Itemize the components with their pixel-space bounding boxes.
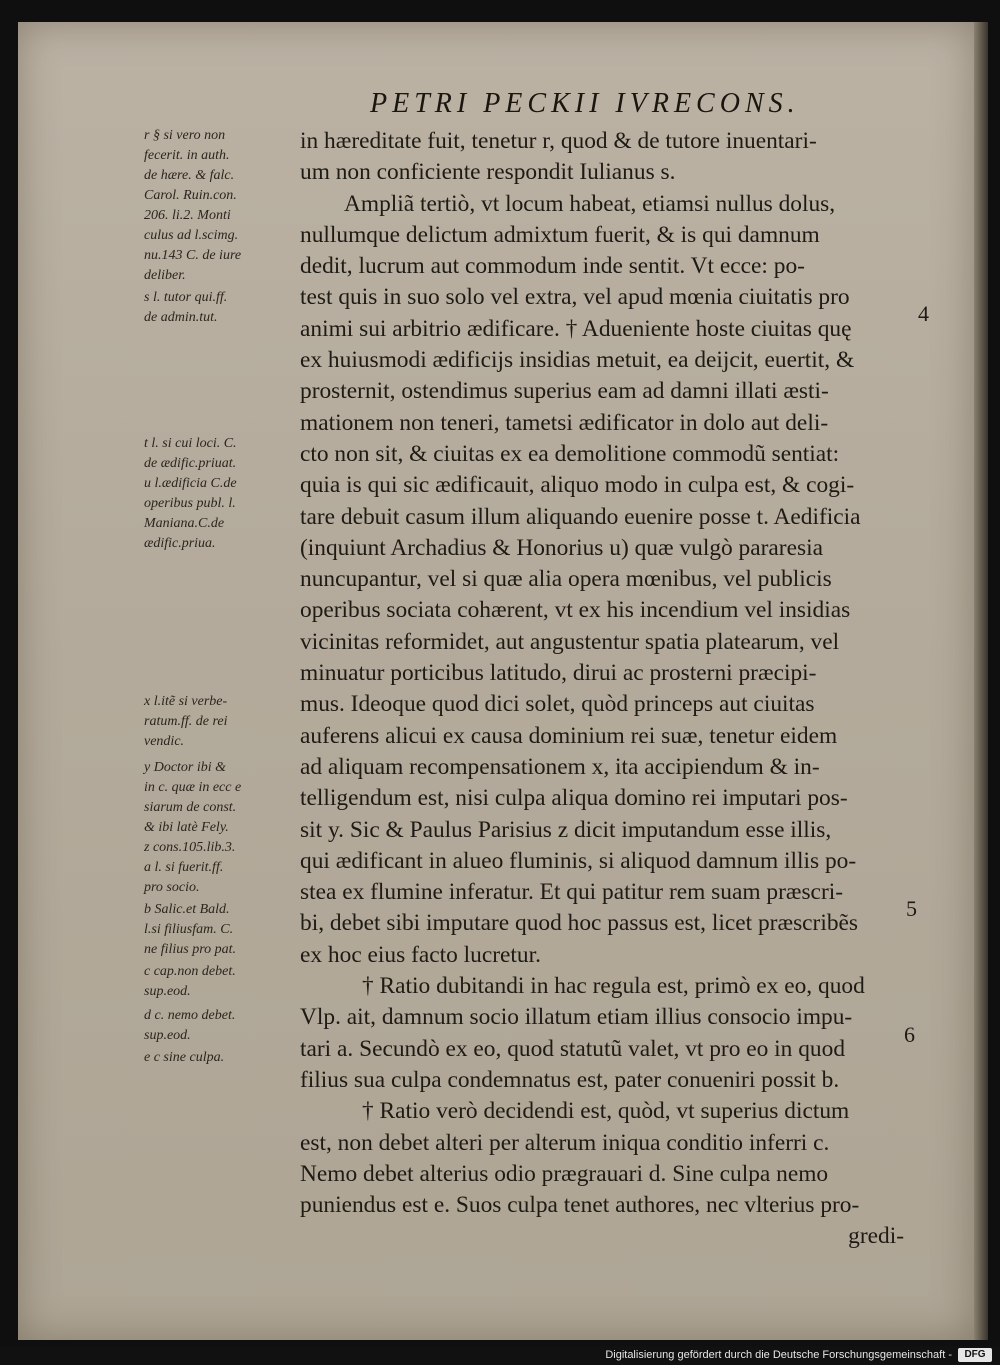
side-note: z cons.105.lib.3. xyxy=(144,840,236,855)
text-line: nuncupantur, vel si quæ alia opera mœnibus, vel publicis xyxy=(300,566,832,593)
text-line: tare debuit casum illum aliquando euenire posse t. Aedificia xyxy=(300,503,861,530)
side-note: Maniana.C.de xyxy=(144,516,225,531)
text-line: Nemo debet alterius odio prægrauari d. Sine culpa nemo xyxy=(300,1160,829,1187)
side-note: fecerit. in auth. xyxy=(144,148,230,163)
side-note: ratum.ff. de rei xyxy=(144,714,228,729)
side-note: siarum de const. xyxy=(144,800,237,815)
side-note: c cap.non debet. xyxy=(144,964,236,979)
text-line: † Ratio dubitandi in hac regula est, primò ex eo, quod xyxy=(362,973,865,1000)
side-note: e c sine culpa. xyxy=(144,1050,225,1065)
text-line: sit y. Sic & Paulus Parisius z dicit imputandum esse illis, xyxy=(300,816,832,843)
side-note: y Doctor ibi & xyxy=(144,760,227,775)
side-note: d c. nemo debet. xyxy=(144,1008,236,1023)
side-note: u l.ædificia C.de xyxy=(144,476,237,491)
text-line: operibus sociata cohærent, vt ex his incendium vel insidias xyxy=(300,597,851,624)
text-line: Ampliã tertiò, vt locum habeat, etiamsi nullus dolus, xyxy=(344,190,836,217)
side-note: de ædific.priuat. xyxy=(144,456,237,471)
text-line: puniendus est e. Suos culpa tenet authores, nec vlterius pro- xyxy=(300,1192,860,1219)
side-note: & ibi latè Fely. xyxy=(144,820,229,835)
paragraph-number: 5 xyxy=(906,896,917,921)
side-note: l.si filiusfam. C. xyxy=(144,922,234,937)
text-line: animi sui arbitrio ædificare. † Adueniente hoste ciuitas quę xyxy=(300,315,852,342)
side-note: pro socio. xyxy=(144,880,200,895)
side-note: sup.eod. xyxy=(144,984,191,999)
text-line: Vlp. ait, damnum socio illatum etiam illius consocio impu- xyxy=(300,1004,853,1031)
side-note: deliber. xyxy=(144,268,186,283)
side-note: r § si vero non xyxy=(144,128,226,143)
side-note: operibus publ. l. xyxy=(144,496,236,511)
text-line: filius sua culpa condemnatus est, pater conueniri possit b. xyxy=(300,1066,840,1093)
text-line: in hæreditate fuit, tenetur r, quod & de tutore inuentari- xyxy=(300,128,817,154)
side-note: de admin.tut. xyxy=(144,310,218,325)
text-line: gredi- xyxy=(848,1223,904,1250)
text-line: auferens alicui ex causa dominium rei suæ, tenetur eidem xyxy=(300,722,838,749)
side-note: a l. si fuerit.ff. xyxy=(144,860,224,875)
text-line: telligendum est, nisi culpa aliqua domino rei imputari pos- xyxy=(300,785,848,812)
paragraph-number: 4 xyxy=(918,301,929,326)
text-line: stea ex flumine inferatur. Et qui patitur rem suam præscri- xyxy=(300,879,844,906)
text-line: test quis in suo solo vel extra, vel apud mœnia ciuitatis pro xyxy=(300,284,850,311)
text-line: ad aliquam recompensationem x, ita accipiendum & in- xyxy=(300,753,820,780)
text-line: est, non debet alteri per alterum iniqua conditio inferri c. xyxy=(300,1129,830,1156)
text-line: mationem non teneri, tametsi ædificator in dolo aut deli- xyxy=(300,409,829,436)
text-line: (inquiunt Archadius & Honorius u) quæ vulgò pararesia xyxy=(300,534,823,561)
side-note: ne filius pro pat. xyxy=(144,942,237,957)
main-text-block xyxy=(300,126,912,1253)
running-header: PETRI PECKII IVRECONS. xyxy=(370,88,800,119)
text-line: bi, debet sibi imputare quod hoc passus est, licet præscribẽs xyxy=(300,910,859,937)
text-line: ex huiusmodi ædificijs insidias metuit, ea deijcit, euertit, & xyxy=(300,347,855,374)
side-note: Carol. Ruin.con. xyxy=(144,188,237,203)
side-note: x l.itẽ si verbe- xyxy=(144,694,228,709)
page-edge xyxy=(974,22,988,1340)
side-note: sup.eod. xyxy=(144,1028,191,1043)
text-line: nullumque delictum admixtum fuerit, & is qui damnum xyxy=(300,221,820,248)
text-line: minuatur porticibus latitudo, dirui ac prosterni præcipi- xyxy=(300,660,817,687)
side-note: nu.143 C. de iure xyxy=(144,248,242,263)
text-line: vicinitas reformidet, aut angustentur spatia platearum, vel xyxy=(300,628,840,655)
text-line: um non conficiente respondit Iulianus s. xyxy=(300,159,676,186)
text-line: prosternit, ostendimus superius eam ad damni illati æsti- xyxy=(300,378,829,405)
text-line: qui ædificant in alueo fluminis, si aliquod damnum illis po- xyxy=(300,847,857,874)
text-line: † Ratio verò decidendi est, quòd, vt superius dictum xyxy=(362,1098,850,1125)
paragraph-number: 6 xyxy=(904,1022,915,1047)
text-line: dedit, lucrum aut commodum inde sentit. Vt ecce: po- xyxy=(300,253,805,280)
side-note: b Salic.et Bald. xyxy=(144,902,230,917)
text-line: tari a. Secundò ex eo, quod statutũ valet, vt pro eo in quod xyxy=(300,1035,846,1062)
dfg-logo: DFG xyxy=(958,1348,992,1362)
text-line: quia is qui sic ædificauit, aliquo modo in culpa est, & cogi- xyxy=(300,472,855,499)
text-line: ex hoc eius facto lucretur. xyxy=(300,941,541,968)
side-note: de hære. & falc. xyxy=(144,168,235,183)
side-note: culus ad l.scimg. xyxy=(144,228,239,243)
side-note: in c. quæ in ecc e xyxy=(144,780,242,795)
text-line: mus. Ideoque quod dici solet, quòd princeps aut ciuitas xyxy=(300,691,815,718)
side-note: vendic. xyxy=(144,734,185,749)
side-note: s l. tutor qui.ff. xyxy=(144,290,228,305)
text-line: cto non sit, & ciuitas ex ea demolitione commodũ sentiat: xyxy=(300,440,840,467)
side-note: 206. li.2. Monti xyxy=(144,208,231,223)
funding-notice: Digitalisierung gefördert durch die Deutsche Forschungsgemeinschaft - xyxy=(605,1349,952,1361)
side-note: t l. si cui loci. C. xyxy=(144,436,237,451)
side-note: ædific.priua. xyxy=(144,536,216,551)
